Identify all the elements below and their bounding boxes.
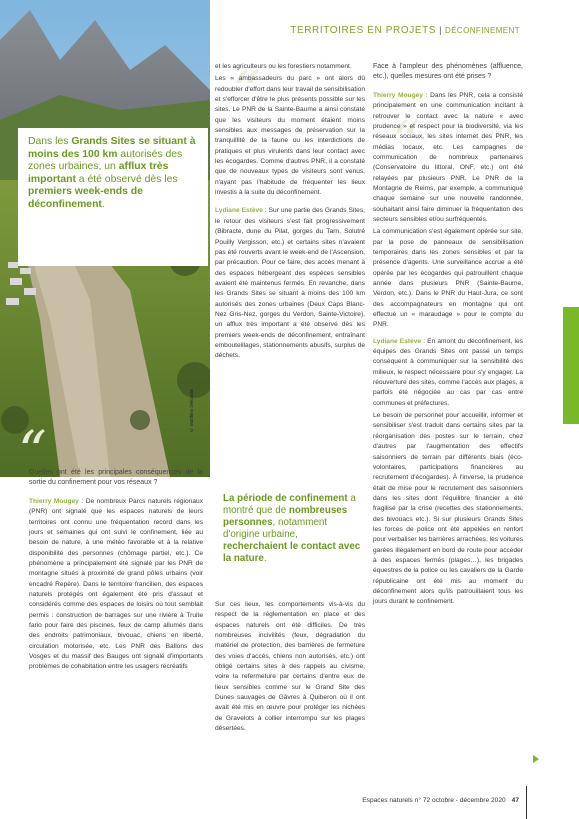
pullquote-text: autorisés des zones urbaines, un: [28, 148, 183, 173]
column-2-bottom: [215, 600, 365, 736]
paragraph: Les « ambassadeurs du parc » ont alors dû redoubler d'effort dans leur travail de sensibilisation et s'efforcer d'être le plus présents possible sur les sites. Le PNR de la Sainte-Baume a ainsi constaté que les visiteurs du moment étaient moins sensibles aux messages de préservation sur la tranquillité de la faune ou les interdictions de pratiques et plus virulents dans leur contact avec les écogardes. Comme d'autres PNR, il a constaté que de nouveaux types de visiteurs sont venus, n'ayant pas l'habitude de fréquenter les lieux investis à la suite du déconfinement.: [215, 75, 365, 197]
header-separator: |: [439, 25, 443, 35]
answer-paragraph: [29, 497, 203, 673]
speaker-name: Thierry Mougey: [373, 91, 423, 99]
photo-credit: © Matthieu Delcasse: [189, 389, 194, 433]
answer-text: : En amont du déconfinement, les équipes des Grands Sites ont passé un temps conséquent à communiquer sur la sensibilité des milieux, le respect nécessaire pour s'y engager. La réouverture des sites, comme l'accès aux plages, a parfois été négociée au cas par cas entre communes et préfectures.: [373, 337, 523, 407]
pullquote-text: a montré que de: [223, 493, 356, 516]
speaker-name: Thierry Mougey: [29, 497, 79, 505]
answer-paragraph: [373, 337, 523, 409]
pullquote-bold: recherchaient le contact avec la nature: [223, 540, 361, 564]
section-title: TERRITOIRES EN PROJETS: [290, 25, 437, 36]
paragraph: Le besoin de personnel pour accueillir, informer et sensibiliser s'est traduit dans certains sites par la réorganisation des postes sur le terrain, chez d'autres par l'augmentation des effectifs saisonniers de terrain par différents biais (éco-volontaires, participations financières au recrutement d'écogardes). À l'inverse, la prudence était de mise pour le recrutement des saisonniers dans les sites dont l'équilibre financier a été fragilisé par la crise (recettes des stationnements, des bivouacs etc.). Si sur plusieurs Grands Sites les forces de police ont été appelées en renfort pour verbaliser les barrières arrachées, les voitures garées illégalement en bord de route pour accéder à des espaces fermés (plages…), les brigades équestres de la police ou les cavaliers de la Garde républicaine ont été mis au moment du déconfinement alors qu'ils patrouillaient tous les jours durant le confinement.: [373, 412, 523, 606]
speaker-name: Lydiane Estève: [215, 207, 263, 215]
pullquote-text: a été observé dès les: [75, 173, 178, 185]
pullquote-bold: afflux très important: [28, 161, 169, 185]
pullquote-text: .: [101, 198, 105, 210]
pullquote-bold: Grands Sites se situant à moins des 100 km: [28, 136, 196, 160]
continue-arrow-icon: [533, 755, 539, 763]
question: Face à l'ampleur des phénomènes (affluence, etc.), quelles mesures ont été prises ?: [373, 63, 523, 81]
pullquote-bold: nombreuses personnes: [223, 504, 348, 528]
answer-paragraph: [215, 206, 365, 361]
page-number: 47: [511, 797, 519, 804]
speaker-name: Lydiane Estève: [373, 337, 422, 345]
answer-text: : De nombreux Parcs naturels régionaux (PNR) ont signalé que les espaces naturels de leurs territoires ont connu une fréquentation record dans les jours et semaines qui ont suivi le confinement, liée au besoin de nature, à une météo favorable et à la relative disponibilité des personnes (chômage partiel, etc.). Ce phénomène a principalement été signalé par les PNR de montagne situés à proximité de grand pôles urbains (voir encadré Repère). Dans le territoire francilien, des espaces naturels protégés ont également été pris d'assaut et considérés comme des espaces de loisirs où tout semblait permis : construction de barrages sur une rivière à Truite fario pour faire des piscines, feux de camp allumés dans des endroits patrimoniaux, bivouac, chiens en liberté, circulation motorisée, etc. Les PNR des Ballons des Vosges et du massif des Bauges ont signalé d'importants problèmes de cohabitation entre les usagers récréatifs: [29, 497, 203, 671]
quote-mark-icon: “: [392, 110, 421, 175]
quote-mark-icon: “: [232, 60, 261, 125]
pullquote-bold: La période de confinement: [223, 493, 348, 504]
answer-text: : Dans les PNR, cela a consisté principalement en une communication incitant à retrouver le contact avec la nature « avec prudence » et respect pour la biodiversité, via les réseaux sociaux, les sites internet des PNR, les médias locaux, etc. Les campagnes de communication de nombreux partenaires (Conservatoire du littoral, ONF, etc.) ont été relayées par plusieurs PNR. Le PNR de la Montagne de Reims, par exemple, a communiqué chaque semaine sur une nouvelle randonnée, souhaitant ainsi faire diminuer la fréquentation des secteurs sensibles et/ou surfréquentés.: [373, 91, 523, 223]
pullquote-text: , notamment d'origine urbaine,: [223, 516, 327, 540]
pullquote-text: .: [263, 552, 267, 564]
column-3: [373, 62, 523, 610]
paragraph: et les agriculteurs ou les forestiers notamment.: [215, 63, 352, 70]
answer-paragraph: [373, 91, 523, 225]
answer-text: : Sur une partie des Grands Sites, le retour des visiteurs s'est fait progressivement (Bibracte, dune du Pilat, gorges du Tarn, Solutré Pouilly Vergisson, etc.) et certains sites n'avaient pas été rouverts avant le week-end de l'Ascension, par précaution. Pour ce faire, des accès menant à des espaces hébergeant des espèces sensibles avaient été maintenus fermés. En revanche, dans les Grands Sites se situant à moins des 100 km autorisés des zones urbaines (Deux Caps Blanc-Nez Gris-Nez, gorges du Verdon, Sainte-Victoire), un afflux très important a été observé dès les premiers week-ends de déconfinement, entraînant embouteillages, stationnements abusifs, surplus de déchets.: [215, 207, 365, 360]
quote-mark-icon: “: [18, 420, 47, 485]
side-color-tab: [563, 307, 579, 424]
footer-divider: [526, 786, 527, 819]
section-subtitle: DÉCONFINEMENT: [445, 26, 520, 35]
column-1: [29, 468, 203, 675]
section-header: [290, 25, 520, 36]
pullquote-bold: premiers week-ends de déconfinement: [28, 186, 143, 210]
pullquote-text: Dans les: [28, 136, 72, 147]
mid-pullquote: [223, 493, 363, 564]
page-footer: [362, 797, 519, 804]
paragraph: Sur ces lieux, les comportements vis-à-vis du respect de la réglementation en place et des espaces naturels ont été difficiles. De très nombreuses incivilités (feux, dégradation du matériel de protection, des barrières de fermeture des voies d'accès, chiens non autorisés, etc.) ont obligé certains sites à des rappels au civisme, voire la refermeture par certains d'entre eux de lieux sensibles comme sur le Grand Site des Dunes sauvages de Gâvres à Quiberon où il ont avait été mis en œuvre pour protéger les nichées de Gravelots à collier interrompu sur les plages désertées.: [215, 601, 365, 733]
paragraph: La communication s'est également opérée sur site, par la pose de panneaux de sensibilisation temporaires dans les zones sensibles et par la présence d'agents. Une surveillance accrue a été opérée par les écogardes qui patrouillent chaque année dans plusieurs PNR (Sainte-Baume, Verdon, etc.). Dans le PNR du Haut-Jura, ce sont des accompagnateurs en montagne qui ont effectué un « maraudage » pour le compte du PNR.: [373, 228, 523, 329]
footer-publication: Espaces naturels n° 72 octobre - décembre 2020: [362, 797, 506, 804]
question: Quelles ont été les principales conséquences de la sortie du confinement pour vos réseaux ?: [29, 469, 203, 487]
column-2: [215, 62, 365, 364]
pullquote: [18, 128, 208, 266]
